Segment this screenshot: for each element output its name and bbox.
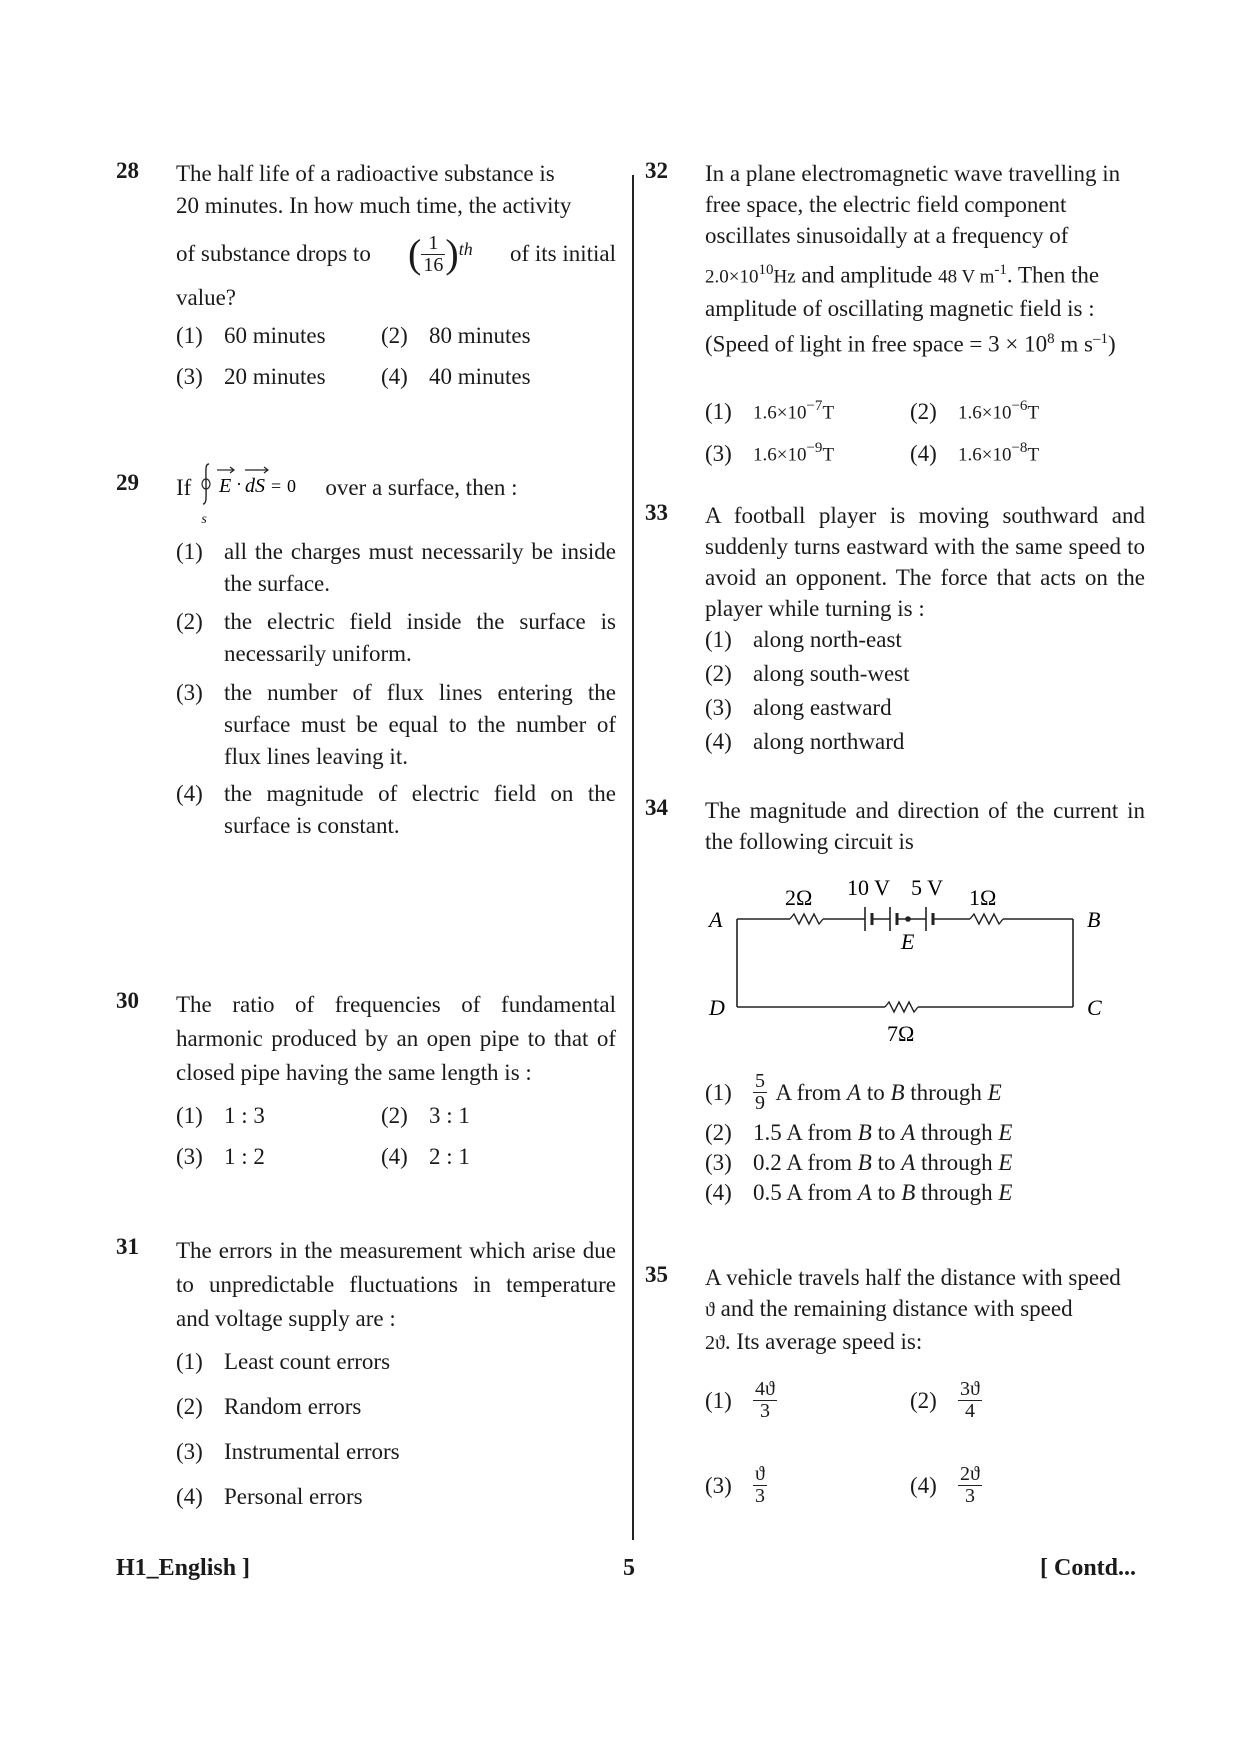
fraction-denominator: 9: [755, 1092, 765, 1114]
question-number: 31: [116, 1234, 139, 1259]
text-fragment: . Then the: [1006, 262, 1100, 288]
option-3[interactable]: [176, 677, 616, 773]
option-2[interactable]: [705, 658, 910, 690]
option-text: all the charges must necessarily be inside the surface.: [224, 539, 616, 596]
question-number: 30: [116, 988, 139, 1013]
resistor-2ohm-label: 2Ω: [785, 885, 813, 910]
node-d-label: D: [709, 995, 725, 1020]
node-e-label: E: [901, 929, 915, 954]
option-label: (2): [705, 661, 732, 686]
surface-integral-expression: [199, 468, 309, 527]
option-label: (3): [705, 1472, 732, 1498]
frequency-value: 2.0×10: [705, 266, 759, 288]
point-label: E: [998, 1120, 1013, 1145]
text-line: amplitude of oscillating magnetic field is :: [705, 295, 1095, 321]
text-fragment: and amplitude: [801, 262, 933, 288]
option-text: A from: [771, 1079, 848, 1105]
text-fragment: (Speed of light in free space = 3 × 10: [705, 331, 1048, 357]
option-1[interactable]: [176, 536, 616, 600]
fraction-denominator: 4: [964, 1400, 975, 1422]
point-label: A: [901, 1120, 916, 1145]
option-1[interactable]: [705, 624, 902, 656]
text-line: [705, 1326, 1145, 1359]
node-c-label: C: [1087, 995, 1102, 1020]
circuit-diagram: [705, 873, 1145, 1063]
question-text: [705, 158, 1145, 359]
option-label: (2): [910, 1387, 937, 1413]
text-line: oscillates sinusoidally at a frequency of: [705, 223, 1069, 248]
option-text: the number of flux lines entering the surface must be equal to the number of flux lines leaving it.: [224, 680, 616, 769]
point-label: B: [890, 1079, 905, 1105]
option-label: (2): [705, 1120, 732, 1145]
text-line: [705, 255, 1145, 293]
option-unit: T: [822, 444, 835, 466]
option-4[interactable]: [381, 361, 531, 393]
option-label: (4): [381, 1144, 408, 1169]
option-4[interactable]: [176, 1481, 363, 1513]
fraction-power: ( $\frac{1}{16}$ ) th: [408, 231, 473, 276]
amplitude-value: 48 V m: [938, 266, 995, 288]
svg-text:·: ·: [236, 474, 243, 494]
svg-text:dS: dS: [245, 475, 266, 497]
question-number: 32: [645, 158, 668, 183]
option-label: (1): [705, 627, 732, 652]
option-1[interactable]: [176, 1100, 265, 1132]
option-label: (3): [176, 364, 203, 389]
option-text: through: [915, 1120, 999, 1145]
option-label: (1): [176, 1349, 203, 1374]
option-text: Random errors: [224, 1394, 362, 1419]
option-value: 1.6×10: [958, 402, 1012, 424]
option-text: 2 : 1: [429, 1144, 470, 1169]
superscript: −7: [806, 398, 823, 414]
battery-10v-label: 10 V: [847, 875, 890, 900]
option-1[interactable]: [176, 320, 326, 352]
option-text: to: [871, 1180, 902, 1205]
option-text: to: [871, 1150, 902, 1175]
option-2[interactable]: [910, 1379, 982, 1422]
speed-symbol: ϑ: [705, 1299, 715, 1321]
text-line: A vehicle travels half the distance with speed: [705, 1265, 1121, 1290]
text-fragment: of its initial: [509, 241, 616, 266]
option-label: (4): [176, 781, 203, 806]
option-3[interactable]: [176, 1141, 265, 1173]
option-label: (1): [176, 1103, 203, 1128]
question-text: A football player is moving southward and suddenly turns eastward with the same speed to avoid an opponent. The force that acts on the player while turning is :: [705, 503, 1145, 621]
superscript: −6: [1011, 398, 1028, 414]
point-label: A: [857, 1180, 872, 1205]
question-number: 33: [645, 500, 668, 525]
text-fragment: m s: [1054, 331, 1093, 357]
question-text: The magnitude and direction of the current in the following circuit is: [705, 798, 1145, 854]
option-text: to: [861, 1079, 891, 1105]
fraction-numerator: 1: [421, 233, 445, 255]
option-label: (2): [910, 398, 937, 424]
option-label: (3): [705, 695, 732, 720]
superscript: −8: [1011, 440, 1028, 456]
option-label: (3): [705, 440, 732, 466]
option-label: (2): [381, 323, 408, 348]
text-fragment: If: [176, 475, 192, 500]
option-label: (3): [176, 1439, 203, 1464]
fraction-denominator: 3: [759, 1400, 770, 1422]
option-text: 1 : 2: [224, 1144, 265, 1169]
option-value: 1.6×10: [958, 444, 1012, 466]
resistor-7ohm-label: 7Ω: [887, 1021, 915, 1046]
point-label: B: [857, 1150, 872, 1175]
option-text: 40 minutes: [429, 364, 531, 389]
option-1[interactable]: [705, 1379, 777, 1422]
superscript: 10: [758, 262, 774, 278]
option-text: 0.5 A from: [753, 1180, 858, 1205]
option-label: (4): [910, 440, 937, 466]
option-text: Instrumental errors: [224, 1439, 400, 1464]
option-text: Least count errors: [224, 1349, 391, 1374]
question-text: [705, 1262, 1145, 1359]
node-b-label: B: [1087, 907, 1101, 932]
option-1[interactable]: [705, 1071, 1002, 1114]
option-text: through: [915, 1150, 999, 1175]
option-label: (4): [705, 1180, 732, 1205]
point-label: E: [998, 1150, 1013, 1175]
option-text: along northward: [753, 729, 905, 754]
fraction-numerator: ϑ: [753, 1464, 767, 1486]
option-3[interactable]: [176, 361, 326, 393]
question-text: The errors in the measurement which arise due to unpredictable fluctuations in temperature and voltage supply are :: [176, 1238, 616, 1331]
option-text: Personal errors: [224, 1484, 363, 1509]
option-label: (2): [176, 609, 203, 634]
question-text: [176, 158, 616, 314]
question-number: 35: [645, 1262, 668, 1287]
superscript: −9: [806, 440, 823, 456]
option-text: 20 minutes: [224, 364, 326, 389]
text-line: [705, 1293, 1145, 1326]
option-label: (4): [705, 729, 732, 754]
speed-symbol: 2ϑ: [705, 1332, 725, 1354]
text-fragment: over a surface, then :: [325, 475, 518, 500]
fraction-denominator: 3: [755, 1485, 765, 1507]
option-3[interactable]: [705, 692, 892, 724]
option-3[interactable]: [705, 432, 834, 472]
footer-paper-code: H1_English ]: [116, 1555, 251, 1581]
text-line: [176, 231, 616, 276]
svg-text:=: =: [271, 476, 282, 496]
option-1[interactable]: [176, 1346, 390, 1378]
fraction-numerator: 2ϑ: [960, 1463, 980, 1485]
option-4[interactable]: [910, 432, 1039, 472]
option-text: through: [915, 1180, 999, 1205]
fraction-numerator: 5: [755, 1070, 765, 1092]
option-text: 1.5 A from: [753, 1120, 858, 1145]
svg-text:E: E: [219, 475, 232, 497]
option-unit: T: [822, 402, 835, 424]
superscript: -1: [994, 262, 1007, 278]
node-a-label: A: [709, 907, 723, 932]
option-label: (1): [176, 539, 203, 564]
option-label: (3): [176, 1144, 203, 1169]
option-value: 1.6×10: [753, 444, 807, 466]
option-text: along south-west: [753, 661, 910, 686]
option-label: (1): [705, 1079, 732, 1105]
question-number: 34: [645, 795, 668, 820]
option-label: (2): [176, 1394, 203, 1419]
text-fragment: ): [1107, 331, 1116, 357]
text-fragment: of substance drops to: [176, 241, 371, 266]
option-unit: T: [1027, 402, 1040, 424]
option-3[interactable]: [705, 1464, 767, 1507]
point-label: B: [901, 1180, 916, 1205]
point-label: A: [847, 1079, 862, 1105]
footer-continued: [ Contd...: [1040, 1555, 1137, 1581]
integral-svg: [199, 460, 309, 516]
option-text: to: [871, 1120, 902, 1145]
option-label: (4): [176, 1484, 203, 1509]
option-text: along north-east: [753, 627, 902, 652]
question-number: 28: [116, 158, 139, 183]
option-text: the electric field inside the surface is necessarily uniform.: [224, 609, 616, 666]
option-4[interactable]: [705, 1177, 1012, 1209]
text-line: 20 minutes. In how much time, the activity: [176, 193, 572, 218]
question-number: 29: [116, 470, 139, 495]
option-text: the magnitude of electric field on the surface is constant.: [224, 781, 616, 838]
resistor-1ohm-label: 1Ω: [969, 885, 997, 910]
option-3[interactable]: [705, 1147, 1012, 1179]
option-text: 0.2 A from: [753, 1150, 858, 1175]
option-text: 60 minutes: [224, 323, 326, 348]
option-text: 3 : 1: [429, 1103, 470, 1128]
column-divider: [632, 175, 634, 1540]
option-3[interactable]: [176, 1436, 400, 1468]
option-2[interactable]: [176, 606, 616, 670]
point-label: A: [901, 1150, 916, 1175]
superscript: 8: [1047, 330, 1055, 347]
option-4[interactable]: [176, 778, 616, 842]
fraction-numerator: 3ϑ: [960, 1378, 980, 1400]
option-2[interactable]: [705, 1117, 1012, 1149]
option-label: (1): [705, 1387, 732, 1413]
fraction-numerator: 4ϑ: [755, 1378, 775, 1400]
option-4[interactable]: [705, 726, 904, 758]
option-label: (4): [381, 364, 408, 389]
superscript: –1: [1092, 330, 1108, 347]
text-line: [705, 324, 1145, 360]
text-line: The half life of a radioactive substance is: [176, 161, 555, 186]
option-label: (1): [705, 398, 732, 424]
option-1[interactable]: [705, 390, 834, 430]
option-label: (4): [910, 1472, 937, 1498]
option-text: along eastward: [753, 695, 892, 720]
option-2[interactable]: [381, 1100, 470, 1132]
option-label: (1): [176, 323, 203, 348]
option-label: (2): [381, 1103, 408, 1128]
question-text: [176, 468, 616, 527]
fraction-denominator: 3: [964, 1485, 975, 1507]
text-line: In a plane electromagnetic wave travelling in: [705, 161, 1121, 186]
option-text: through: [904, 1079, 988, 1105]
question-text: The ratio of frequencies of fundamental harmonic produced by an open pipe to that of closed pipe having the same length is :: [176, 992, 616, 1085]
option-value: 1.6×10: [753, 402, 807, 424]
battery-5v-label: 5 V: [911, 875, 943, 900]
svg-text:0: 0: [287, 476, 297, 496]
option-4[interactable]: [381, 1141, 470, 1173]
option-2[interactable]: [381, 320, 531, 352]
option-2[interactable]: [176, 1391, 361, 1423]
option-2[interactable]: [910, 390, 1039, 430]
point-label: E: [998, 1180, 1013, 1205]
fraction-denominator: 16: [423, 253, 444, 276]
point-label: E: [987, 1079, 1002, 1105]
text-line: value?: [176, 285, 237, 310]
text-fragment: . Its average speed is:: [724, 1329, 923, 1354]
text-line: free space, the electric field component: [705, 192, 1067, 217]
option-label: (3): [176, 680, 203, 705]
option-text: 1 : 3: [224, 1103, 265, 1128]
option-4[interactable]: [910, 1464, 982, 1507]
option-unit: T: [1027, 444, 1040, 466]
option-label: (3): [705, 1150, 732, 1175]
integral-subscript: s: [201, 512, 207, 527]
superscript: th: [458, 238, 473, 259]
footer-page-number: 5: [623, 1555, 635, 1581]
frequency-unit: Hz: [773, 266, 796, 288]
text-fragment: and the remaining distance with speed: [714, 1296, 1073, 1321]
point-label: B: [857, 1120, 872, 1145]
option-text: 80 minutes: [429, 323, 531, 348]
